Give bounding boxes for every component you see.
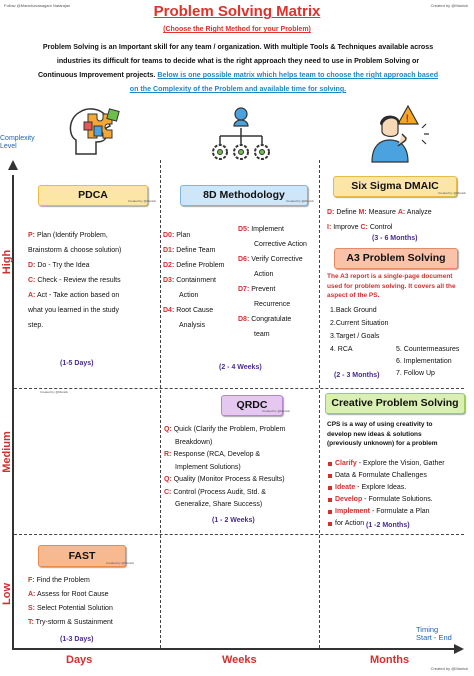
- cps-phase-list: [327, 458, 473, 530]
- row-label-medium: Medium: [1, 431, 13, 473]
- a3-step-4: 4. RCA: [330, 346, 353, 353]
- follow-credit: Follow @Manickavasagam Natarajan: [4, 3, 71, 8]
- medium-row-credit: Created by @Manick: [40, 390, 69, 394]
- fast-steps: [28, 574, 160, 630]
- six-d: Define: [336, 209, 357, 216]
- intro-line-3: [6, 68, 470, 82]
- fast-t: Try-storm & Sustainment: [35, 619, 113, 626]
- a3-duration: (2 - 3 Months): [334, 372, 380, 379]
- cps-phase-clarify-2: Data & Formulate Challenges: [327, 470, 473, 482]
- six-c-key: C:: [360, 224, 368, 231]
- qrdc-q2-key: Q:: [164, 476, 172, 483]
- qrdc-c-key: C:: [164, 488, 172, 496]
- six-i-key: I:: [327, 224, 332, 231]
- footer-credit: Created by @Manick: [430, 666, 468, 671]
- cps-phase-ideate: [327, 482, 473, 494]
- qrdc-r-key: R:: [164, 451, 172, 458]
- cps-clarify-key: Clarify: [335, 460, 357, 467]
- pdca-a-text: Act - Take action based on: [36, 292, 120, 299]
- a3-step-5: 5. Countermeasures: [396, 346, 460, 353]
- fast-f-key: F:: [28, 577, 35, 584]
- qrdc-q2: Breakdown): [175, 438, 213, 446]
- fast-badge: FAST: [38, 545, 126, 567]
- 8d-d6-key: D6:: [238, 256, 250, 263]
- cps-phase-implement: [327, 506, 473, 518]
- fast-s: Select Potential Solution: [36, 605, 113, 612]
- fast-duration: (1-3 Days): [60, 636, 94, 643]
- qrdc-c1: Control (Process Audit, Std. &: [173, 488, 266, 496]
- column-label-months: Months: [370, 654, 410, 666]
- pdca-d-text: Do - Try the Idea: [37, 262, 90, 269]
- 8d-d5a: Implement: [251, 226, 284, 233]
- a3-badge: A3 Problem Solving: [334, 248, 458, 269]
- cps-desc-3: (previously unknown) for a problem: [327, 440, 438, 447]
- qrdc-duration: (1 - 2 Weeks): [212, 517, 255, 524]
- six-d-key: D:: [327, 209, 335, 216]
- timing-label-line-1: Timing: [416, 625, 439, 634]
- timing-label: [416, 626, 452, 642]
- thinking-person-icon: [368, 102, 432, 164]
- six-c: Control: [369, 224, 393, 231]
- intro-highlight-a: Below is one possible matrix which helps team to choose the right approach based: [157, 71, 439, 79]
- column-label-weeks: Weeks: [222, 654, 257, 666]
- 8d-d0-key: D0:: [163, 232, 175, 239]
- cps-implement-text: - Formulate a Plan: [370, 508, 430, 515]
- grid-line-medium-low: [14, 534, 464, 535]
- y-axis-label-line-2: Level: [0, 143, 17, 150]
- cps-desc-2: develop new ideas & solutions: [327, 430, 422, 438]
- pdca-p-text-2: Brainstorm & choose solution): [28, 247, 122, 254]
- 8d-badge: 8D Methodology: [180, 185, 308, 206]
- cps-ideate-key: Ideate: [335, 484, 356, 491]
- six-i: Improve: [333, 224, 359, 231]
- a3-steps-right: [396, 344, 472, 380]
- 8d-d3a: Containment: [176, 277, 216, 284]
- 8d-d4b: Analysis: [179, 322, 206, 329]
- 8d-d6a: Verify Corrective: [251, 256, 303, 263]
- row-label-low: Low: [1, 583, 13, 605]
- fast-credit: Created by @Manick: [106, 561, 135, 565]
- qrdc-steps: [164, 424, 319, 512]
- six-sigma-steps: [327, 205, 471, 235]
- pdca-duration: (1-5 Days): [60, 360, 94, 367]
- 8d-d7-key: D7:: [238, 286, 250, 293]
- pdca-p-text: Plan (Identify Problem,: [36, 232, 108, 239]
- grid-line-days-weeks: [160, 160, 161, 648]
- cps-description: [327, 420, 472, 449]
- pdca-p-key: P:: [28, 232, 35, 239]
- 8d-d2: Define Problem: [176, 262, 225, 269]
- cps-phase-clarify: [327, 458, 473, 470]
- pdca-c-key: C:: [28, 277, 36, 284]
- six-a-key: A:: [397, 209, 406, 216]
- a3-step-7: 7. Follow Up: [396, 370, 435, 377]
- intro-line-3-text: Continuous Improvement projects.: [37, 71, 156, 79]
- qrdc-c2: Generalize, Share Success): [175, 501, 263, 508]
- page-subtitle: (Choose the Right Method for your Problem): [163, 26, 311, 33]
- fast-a-key: A:: [28, 591, 36, 598]
- a3-step-3: 3.Target / Goals: [330, 333, 380, 340]
- 8d-right-steps: [238, 222, 320, 342]
- pdca-steps: [28, 228, 160, 333]
- six-sigma-duration: (3 - 6 Months): [372, 235, 418, 242]
- a3-desc-1: The A3 report is a single-page document: [327, 273, 453, 280]
- six-sigma-badge: Six Sigma DMAIC: [333, 176, 457, 197]
- cps-phase-implement-2: for Action: [327, 518, 473, 530]
- cps-phase-develop: [327, 494, 473, 506]
- pdca-a-text-2: what you learned in the study: [28, 307, 120, 314]
- 8d-d8-key: D8:: [238, 316, 250, 323]
- intro-paragraph: [6, 40, 470, 96]
- pdca-a-text-3: step.: [28, 322, 44, 329]
- 8d-d6b: Action: [254, 271, 274, 278]
- 8d-d7b: Recurrence: [254, 301, 291, 308]
- cps-implement-key: Implement: [335, 508, 371, 515]
- a3-description: [327, 272, 472, 301]
- a3-desc-2: used for problem solving. It covers all the: [327, 282, 456, 290]
- qrdc-q-key: Q:: [164, 426, 172, 433]
- 8d-d3b: Action: [179, 292, 199, 299]
- qrdc-r2: Implement Solutions): [175, 463, 241, 471]
- six-a: Analyze: [406, 209, 432, 216]
- cps-develop-text: - Formulate Solutions.: [362, 496, 433, 503]
- 8d-d8a: Congratulate: [251, 316, 292, 323]
- a3-step-6: 6. Implementation: [396, 358, 452, 365]
- six-sigma-credit: Created by @Manick: [438, 191, 467, 195]
- cps-badge: Creative Problem Solving: [325, 393, 465, 414]
- y-axis-label-line-1: Complexity: [0, 135, 35, 142]
- y-axis-label: [0, 135, 35, 151]
- timing-label-line-2: Start - End: [416, 633, 452, 642]
- x-axis-arrow-icon: [452, 642, 466, 656]
- pdca-d-key: D:: [28, 262, 36, 269]
- cps-ideate-text: - Explore Ideas.: [355, 484, 407, 491]
- intro-line-2: industries its difficult for teams to decide what is the right approach they need to use in Problem Solving or: [56, 57, 420, 65]
- pdca-credit: Created by @Manick: [128, 199, 157, 203]
- cps-desc-1: CPS is a way of using creativity to: [327, 421, 433, 428]
- six-m: Measure: [368, 209, 396, 216]
- cps-develop-key: Develop: [335, 496, 363, 503]
- pdca-a-key: A:: [28, 292, 36, 299]
- svg-text:!: !: [405, 113, 410, 125]
- qrdc-qq: Quality (Monitor Process & Results): [173, 476, 285, 483]
- 8d-d2-key: D2:: [163, 262, 175, 269]
- pdca-c-text: Check - Review the results: [37, 277, 121, 284]
- intro-highlight-b: on the Complexity of the Problem and available time for solving.: [129, 85, 347, 93]
- cps-duration: (1 -2 Months): [366, 522, 410, 529]
- row-label-high: High: [1, 249, 13, 275]
- six-m-key: M:: [358, 209, 367, 216]
- cps-clarify-text: - Explore the Vision, Gather: [356, 460, 445, 467]
- hierarchy-gears-icon: [208, 104, 274, 164]
- created-credit: Created by @Manick: [430, 3, 468, 8]
- page-title: Problem Solving Matrix: [153, 3, 321, 20]
- 8d-left-steps: [163, 228, 243, 333]
- column-label-days: Days: [66, 654, 93, 666]
- fast-t-key: T:: [28, 619, 34, 626]
- 8d-d8b: team: [254, 331, 270, 338]
- 8d-duration: (2 - 4 Weeks): [219, 364, 262, 371]
- 8d-d5b: Corrective Action: [254, 241, 307, 248]
- qrdc-credit: Created by @Manick: [262, 409, 291, 413]
- 8d-d5-key: D5:: [238, 226, 250, 233]
- 8d-d4-key: D4:: [163, 307, 175, 314]
- qrdc-r1: Response (RCA, Develop &: [173, 451, 261, 458]
- 8d-credit: Created by @Manick: [286, 199, 315, 203]
- 8d-d7a: Prevent: [251, 286, 276, 293]
- intro-line-1: Problem Solving is an Important skill for any team / organization. With multiple Tools & Techniques available across: [42, 43, 434, 51]
- a3-step-1: 1.Back Ground: [330, 307, 377, 314]
- 8d-d1-key: D1:: [163, 247, 175, 254]
- 8d-d4a: Root Cause: [176, 307, 214, 314]
- 8d-d0: Plan: [176, 232, 191, 239]
- qrdc-badge: QRDC: [221, 395, 283, 416]
- x-axis-line: [12, 648, 456, 650]
- pdca-badge: PDCA: [38, 185, 148, 206]
- a3-step-2: 2.Current Situation: [330, 320, 389, 327]
- 8d-d3-key: D3:: [163, 277, 175, 284]
- fast-a: Assess for Root Cause: [36, 591, 109, 598]
- 8d-d1: Define Team: [176, 247, 216, 254]
- fast-s-key: S:: [28, 605, 35, 612]
- fast-f: Find the Problem: [36, 577, 90, 584]
- grid-line-high-medium: [14, 388, 464, 389]
- a3-desc-3: aspect of the PS.: [327, 292, 380, 299]
- puzzle-head-icon: [66, 102, 126, 158]
- qrdc-q1: Quick (Clarify the Problem, Problem: [173, 426, 286, 433]
